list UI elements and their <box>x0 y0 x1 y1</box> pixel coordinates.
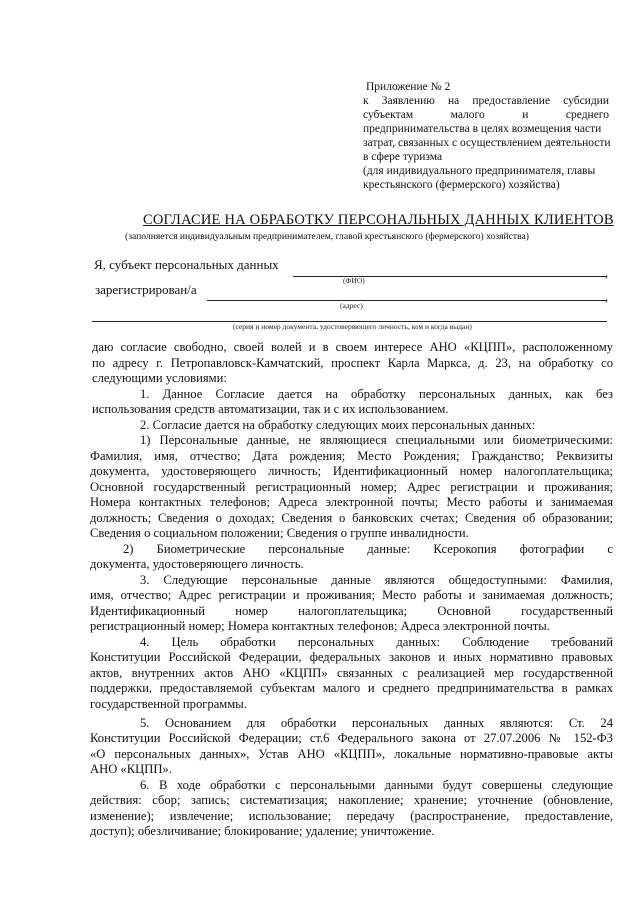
appendix-line: (для индивидуального предпринимателя, главы <box>363 165 596 177</box>
fio-hint: (ФИО) <box>343 276 365 285</box>
body-line: документа, удостоверяющего личность; Идентификационный номер налогоплательщика; <box>90 464 613 478</box>
body-line: Идентификационный номер налогоплательщика; Основной государственный <box>90 604 613 618</box>
body-line: Конституции Российской Федерации, федеральных законов и иных нормативно правовых <box>90 650 613 664</box>
body-line: Основной государственный регистрационный номер; Адрес регистрации и проживания; <box>90 480 613 494</box>
body-line: 3. Следующие персональные данные являются общедоступными: Фамилия, <box>140 573 613 587</box>
body-line: следующими условиями: <box>92 371 227 385</box>
appendix-line: крестьянского (фермерского) хозяйства) <box>363 179 560 191</box>
body-line: Фамилия, имя, отчество; Дата рождения; Место Рождения; Гражданство; Реквизиты <box>90 449 613 463</box>
appendix-line: к Заявлению на предоставление субсидии <box>363 95 609 107</box>
document-title: СОГЛАСИЕ НА ОБРАБОТКУ ПЕРСОНАЛЬНЫХ ДАННЫХ КЛИЕНТОВ <box>143 212 614 228</box>
body-line: Номера контактных телефонов; Адреса электронной почты; Место работы и занимаемая <box>90 495 613 509</box>
body-line: АНО «КЦПП». <box>90 762 172 776</box>
body-line: «О персональных данных», Устав АНО «КЦПП», локальные нормативно-правовые акты <box>90 747 613 761</box>
appendix-line: затрат, связанных с осуществлением деятельности <box>363 137 611 149</box>
body-line: должность; Сведения о доходах; Сведения о банковских счетах; Сведения об образовании; <box>90 511 613 525</box>
body-line: документа, удостоверяющего личность. <box>90 557 304 571</box>
body-line: Сведения о социальном положении; Сведения о группе инвалидности. <box>90 526 469 540</box>
id-document-hint: (серия и номер документа, удостоверяющего личность, кем и когда выдан) <box>233 322 472 331</box>
body-line: имя, отчество; Адрес регистрации и проживания; Место работы и занимаемая должность; <box>90 588 613 602</box>
body-line: 1. Данное Согласие дается на обработку персональных данных, как без <box>140 387 613 401</box>
body-line: 6. В ходе обработки с персональными данными будут совершены следующие <box>140 778 613 792</box>
appendix-line: субъектам малого и среднего <box>363 109 609 121</box>
body-line: 1) Персональные данные, не являющиеся специальными или биометрическими: <box>140 433 613 447</box>
body-line: изменение); извлечение; использование; передачу (распространение, предоставление, <box>90 809 613 823</box>
body-line: 5. Основанием для обработки персональных данных являются: Ст. 24 <box>140 716 613 730</box>
body-line: актов, внутренних актов АНО «КЦПП» связанных с реализацией мер государственной <box>90 666 613 680</box>
body-line: Конституции Российской Федерации; ст.6 Федерального закона от 27.07.2006 № 152-ФЗ <box>90 731 613 745</box>
body-line: использования средств автоматизации, так и с их использованием. <box>92 402 449 416</box>
body-line: регистрационный номер; Номера контактных телефонов; Адреса электронной почты. <box>90 619 550 633</box>
registered-label: зарегистрирован/а <box>95 282 197 297</box>
body-line: действия: сбор; запись; систематизация; накопление; хранение; уточнение (обновление, <box>90 793 613 807</box>
body-line: по адресу г. Петропавловск-Камчатский, проспект Карла Маркса, д. 23, на обработку со <box>92 356 613 370</box>
appendix-line: предпринимательства в целях возмещения части <box>363 123 602 135</box>
body-line: государственной программы. <box>90 697 247 711</box>
address-hint: (адрес) <box>340 301 363 310</box>
body-line: доступ); обезличивание; блокирование; удаление; уничтожение. <box>90 824 435 838</box>
body-line: 4. Цель обработки персональных данных: Соблюдение требований <box>140 635 613 649</box>
comma-mark: , <box>605 266 609 280</box>
body-line: даю согласие свободно, своей волей и в своем интересе АНО «КЦПП», расположенному <box>92 340 613 354</box>
appendix-heading: Приложение № 2 <box>366 81 451 93</box>
body-line: поддержки, предоставляемой субъектам малого и среднего предпринимательства в рамках <box>90 681 613 695</box>
body-line: 2) Биометрические персональные данные: Ксерокопия фотографии с <box>123 542 613 556</box>
document-subtitle: (заполняется индивидуальным предпринимателем, главой крестьянского (фермерского) хозяйства) <box>125 231 529 242</box>
appendix-line: в сфере туризма <box>363 151 443 163</box>
body-line: 2. Согласие дается на обработку следующих моих персональных данных: <box>140 418 536 432</box>
subject-label: Я, субъект персональных данных <box>94 257 279 272</box>
comma-mark: , <box>605 290 609 304</box>
address-field[interactable] <box>207 300 607 301</box>
fio-field[interactable] <box>293 276 607 277</box>
